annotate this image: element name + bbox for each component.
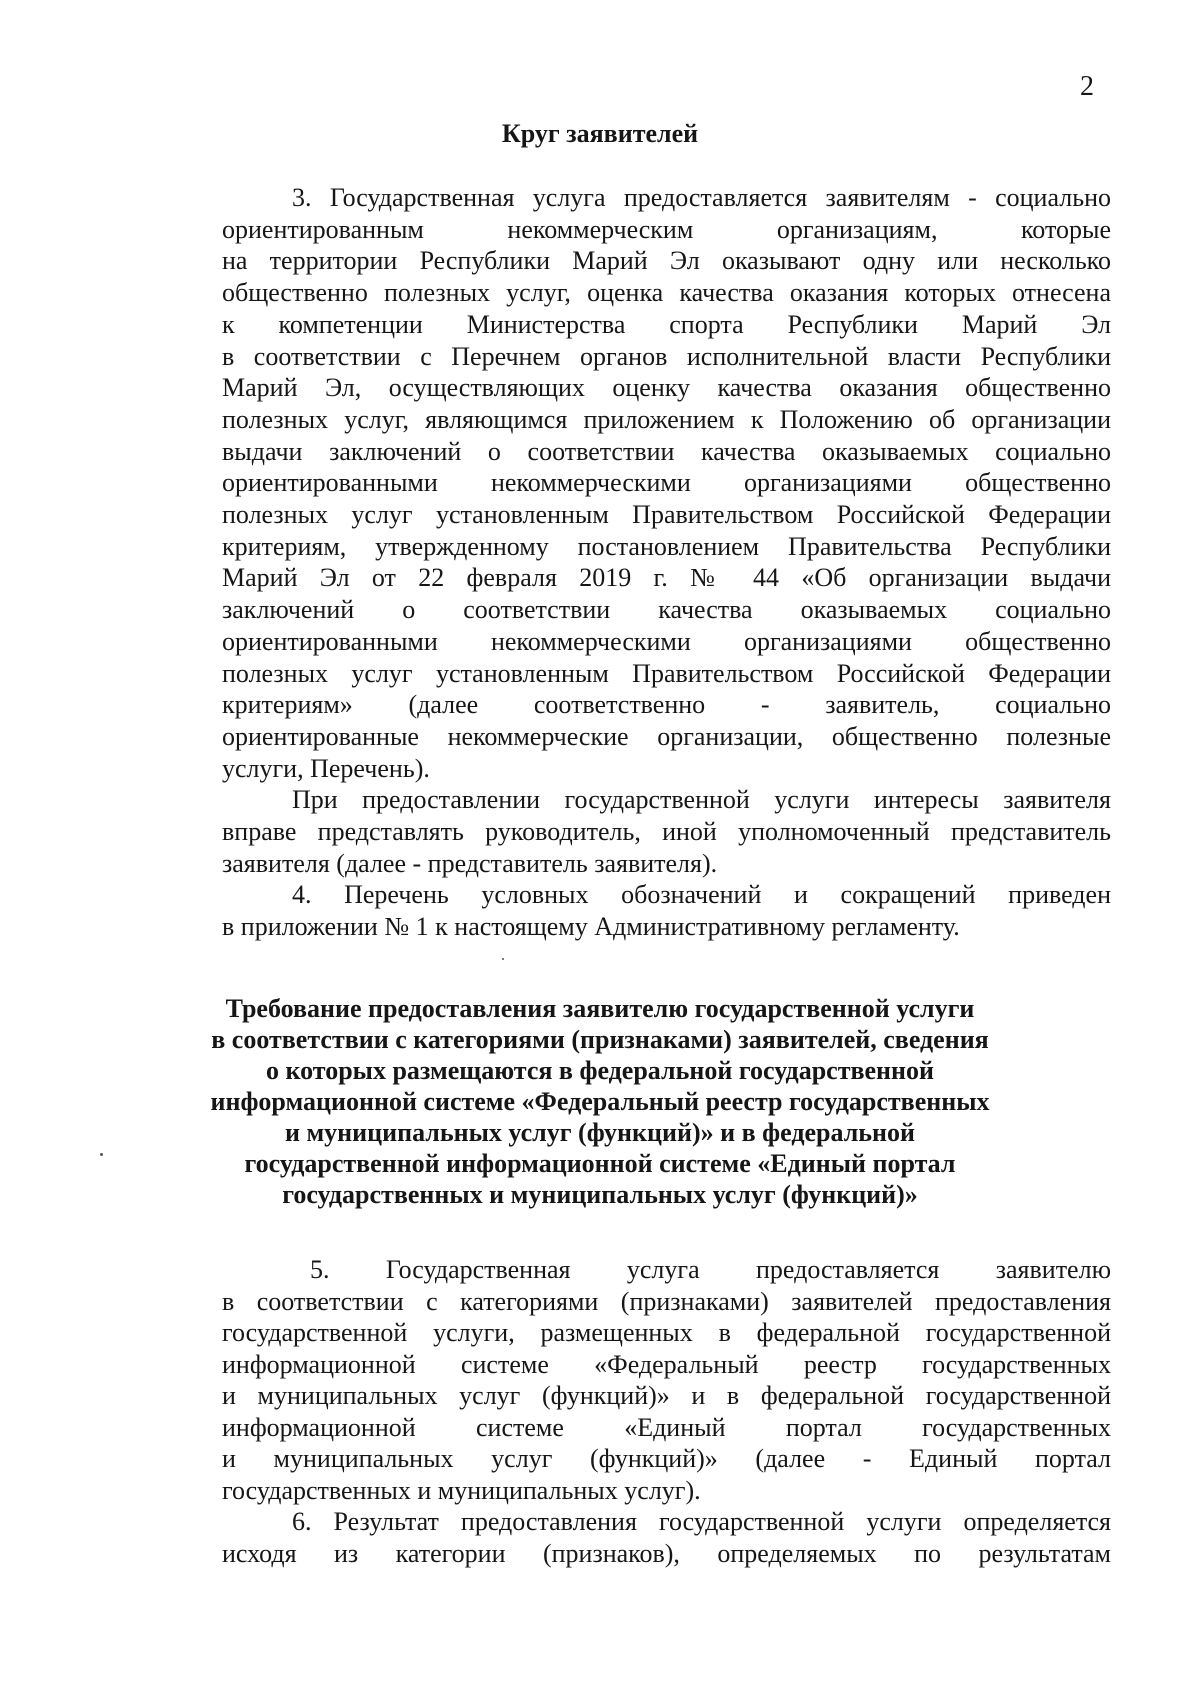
text-line: ориентированным некоммерческим организациям, которые [222, 214, 1111, 244]
text-line: и муниципальных услуг (функций)» (далее - Единый портал [222, 1444, 1111, 1473]
page-number: 2 [1080, 71, 1094, 102]
text-line: полезных услуг установленным Правительством Российской Федерации [222, 658, 1111, 688]
text-line: заявителя (далее - представитель заявителя). [222, 848, 718, 878]
heading-line: государственной информационной системе «Единый портал [244, 1149, 956, 1178]
text-line: выдачи заключений о соответствии качества оказываемых социально [222, 436, 1111, 466]
heading-line: о которых размещаются в федеральной государственной [265, 1056, 934, 1085]
text-line: государственной услуги, размещенных в федеральной государственной [222, 1318, 1111, 1347]
text-line: общественно полезных услуг, оценка качества оказания которых отнесена [222, 278, 1111, 308]
text-line: критериям, утвержденному постановлением Правительства Республики [222, 531, 1111, 561]
text-line: в соответствии с категориями (признаками) заявителей предоставления [222, 1286, 1111, 1316]
text-line: критериям» (далее соответственно - заявитель, социально [222, 690, 1111, 720]
section-body-applicants [222, 182, 1111, 943]
heading-line: информационной системе «Федеральный реестр государственных [210, 1087, 990, 1116]
text-line: исходя из категории (признаков), определяемых по результатам [222, 1538, 1111, 1568]
text-line: 3. Государственная услуга предоставляется заявителям - социально [292, 183, 1111, 212]
text-line: государственных и муниципальных услуг). [222, 1475, 701, 1505]
text-line: Марий Эл, осуществляющих оценку качества оказания общественно [222, 373, 1111, 403]
section-heading-requirements [0, 993, 1200, 1210]
text-line: 5. Государственная услуга предоставляется заявителю [310, 1255, 1111, 1284]
text-line: ориентированные некоммерческие организации, общественно полезные [222, 721, 1111, 751]
text-line: При предоставлении государственной услуги интересы заявителя [292, 785, 1111, 815]
text-line: информационной системе «Федеральный реестр государственных [222, 1349, 1111, 1379]
text-line: в соответствии с Перечнем органов исполнительной власти Республики [222, 341, 1111, 371]
scan-speck [502, 958, 504, 960]
heading-line: в соответствии с категориями (признаками) заявителей, сведения [211, 1025, 989, 1054]
heading-line: государственных и муниципальных услуг (функций)» [282, 1180, 918, 1209]
heading-line: и муниципальных услуг (функций)» и в федеральной [284, 1118, 916, 1147]
text-line: услуги, Перечень). [222, 753, 430, 783]
heading-line: Требование предоставления заявителю государственной услуги [225, 994, 975, 1023]
text-line: 6. Результат предоставления государственной услуги определяется [292, 1507, 1111, 1536]
text-line: Марий Эл от 22 февраля 2019 г. № 44 «Об организации выдачи [222, 563, 1111, 593]
text-line: и муниципальных услуг (функций)» и в федеральной государственной [222, 1381, 1111, 1410]
section-body-requirements [222, 1254, 1111, 1569]
text-line: полезных услуг, являющимся приложением к Положению об организации [222, 404, 1111, 434]
text-line: полезных услуг установленным Правительством Российской Федерации [222, 500, 1111, 530]
text-line: вправе представлять руководитель, иной уполномоченный представитель [222, 817, 1111, 847]
text-line: в приложении № 1 к настоящему Административному регламенту. [222, 912, 960, 942]
text-line: ориентированными некоммерческими организациями общественно [222, 626, 1111, 656]
text-line: 4. Перечень условных обозначений и сокращений приведен [292, 880, 1111, 910]
section-heading-applicants: Круг заявителей [501, 119, 699, 148]
scan-speck [100, 1153, 103, 1156]
text-line: ориентированными некоммерческими организациями общественно [222, 468, 1111, 498]
text-line: к компетенции Министерства спорта Республики Марий Эл [222, 309, 1111, 339]
text-line: заключений о соответствии качества оказываемых социально [222, 595, 1111, 625]
text-line: информационной системе «Единый портал государственных [222, 1412, 1111, 1442]
text-line: на территории Республики Марий Эл оказывают одну или несколько [222, 246, 1111, 276]
